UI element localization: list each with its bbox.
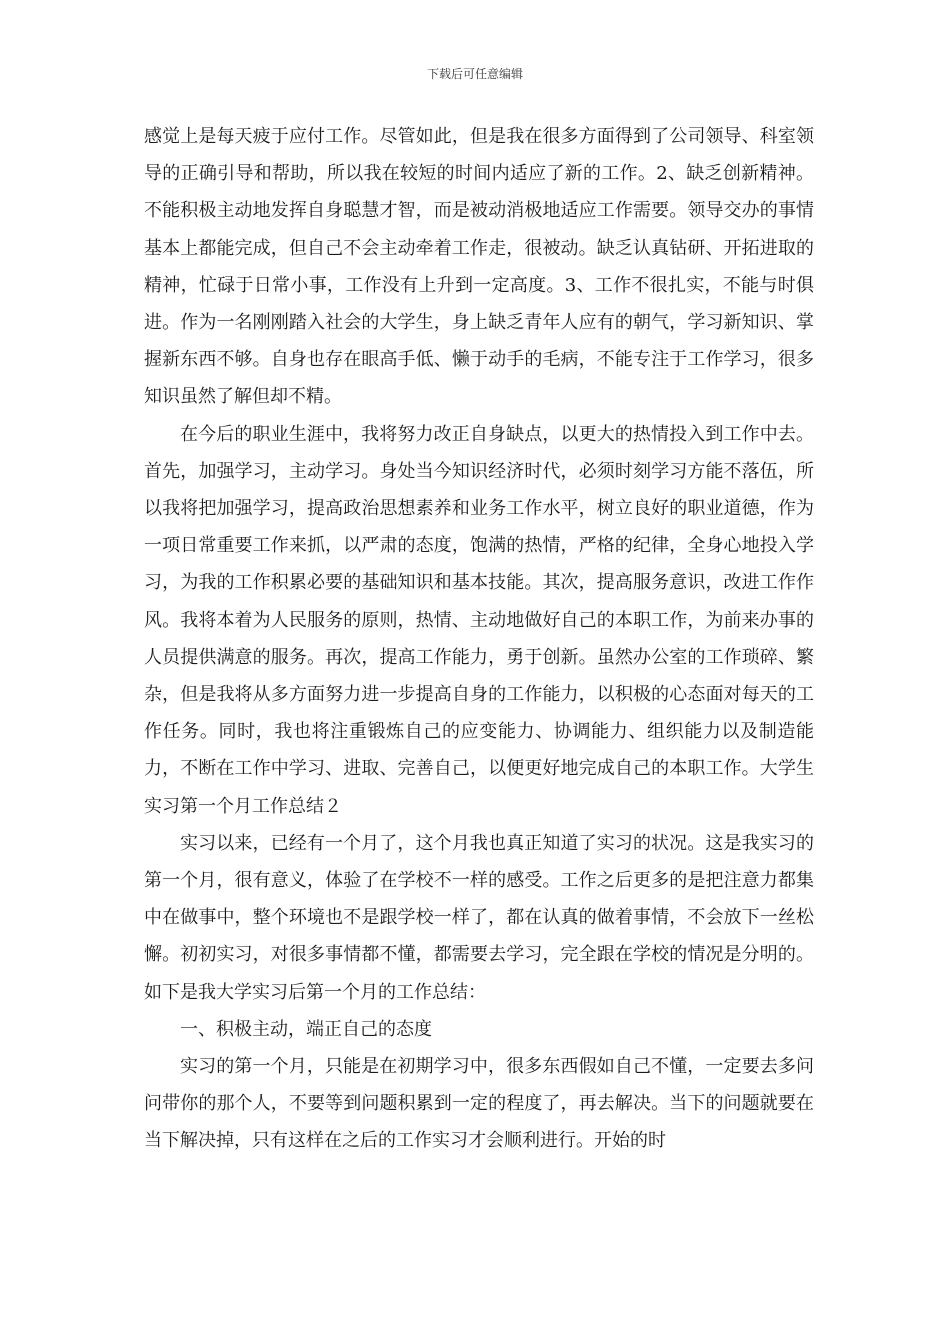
paragraph: 实习的第一个月，只能是在初期学习中，很多东西假如自己不懂，一定要去多问问带你的那个人，不要等到问题积累到一定的程度了，再去解决。当下的问题就要在当下解决掉，只有这样在之后的工作实习才会顺利进行。开始的时 <box>144 1056 814 1152</box>
paragraph: 实习以来，已经有一个月了，这个月我也真正知道了实习的状况。这是我实习的第一个月，很有意义，体验了在学校不一样的感受。工作之后更多的是把注意力都集中在做事中，整个环境也不是跟学校一样了，都在认真的做着事情，不会放下一丝松懈。初初实习，对很多事情都不懂，都需要去学习，完全跟在学校的情况是分明的。如下是我大学实习后第一个月的工作总结： <box>144 832 814 1003</box>
page-header: 下载后可任意编辑 <box>426 67 523 81</box>
paragraph: 感觉上是每天疲于应付工作。尽管如此，但是我在很多方面得到了公司领导、科室领导的正确引导和帮助，所以我在较短的时间内适应了新的工作。2、缺乏创新精神。不能积极主动地发挥自身聪慧才智，而是被动消极地适应工作需要。领导交办的事情基本上都能完成，但自己不会主动牵着工作走，很被动。缺乏认真钻研、开拓进取的精神，忙碌于日常小事，工作没有上升到一定高度。3、工作不很扎实，不能与时俱进。作为一名刚刚踏入社会的大学生，身上缺乏青年人应有的朝气，学习新知识、掌握新东西不够。自身也存在眼高手低、懒于动手的毛病，不能专注于工作学习，很多知识虽然了解但却不精。 <box>144 126 814 408</box>
paragraph: 在今后的职业生涯中，我将努力改正自身缺点，以更大的热情投入到工作中去。首先，加强学习，主动学习。身处当今知识经济时代，必须时刻学习方能不落伍，所以我将把加强学习，提高政治思想素养和业务工作水平，树立良好的职业道德，作为一项日常重要工作来抓，以严肃的态度，饱满的热情，严格的纪律，全身心地投入学习，为我的工作积累必要的基础知识和基本技能。其次，提高服务意识，改进工作作风。我将本着为人民服务的原则，热情、主动地做好自己的本职工作，为前来办事的人员提供满意的服务。再次，提高工作能力，勇于创新。虽然办公室的工作琐碎、繁杂，但是我将从多方面努力进一步提高自身的工作能力，以积极的心态面对每天的工作任务。同时，我也将注重锻炼自己的应变能力、协调能力、组织能力以及制造能力，不断在工作中学习、进取、完善自己，以便更好地完成自己的本职工作。大学生实习第一个月工作总结２ <box>144 423 814 817</box>
section-heading: 一、积极主动，端正自己的态度 <box>180 1018 432 1040</box>
document-body <box>144 118 814 1160</box>
